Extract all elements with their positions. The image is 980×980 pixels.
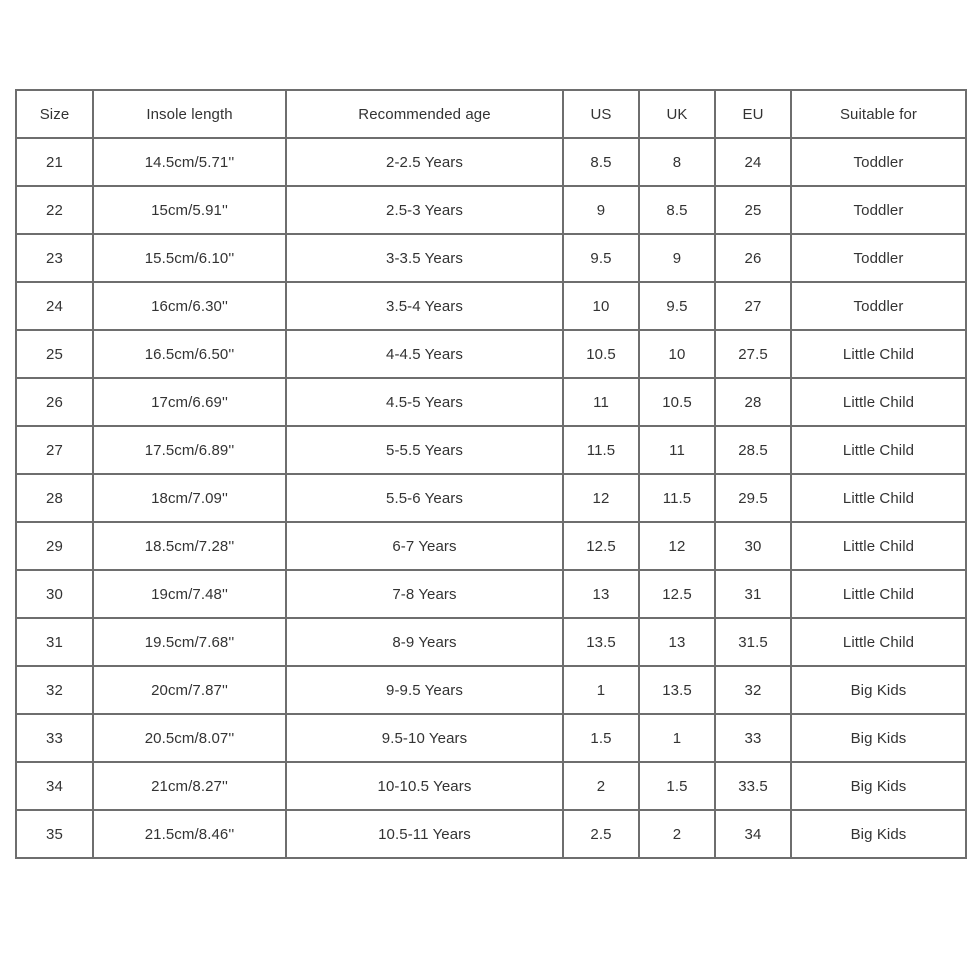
table-row [16, 666, 966, 714]
recommended-age-cell: 10-10.5 Years [286, 762, 563, 810]
table-row [16, 570, 966, 618]
table-row [16, 522, 966, 570]
table-row [16, 714, 966, 762]
suitable-for-cell: Big Kids [791, 666, 966, 714]
insole-length-cell: 18.5cm/7.28'' [93, 522, 286, 570]
us-size-cell: 11 [563, 378, 639, 426]
eu-size-cell: 34 [715, 810, 791, 858]
us-size-cell: 1 [563, 666, 639, 714]
recommended-age-cell: 7-8 Years [286, 570, 563, 618]
suitable-for-cell: Little Child [791, 378, 966, 426]
recommended-age-cell: 9-9.5 Years [286, 666, 563, 714]
us-size-cell: 2.5 [563, 810, 639, 858]
recommended-age-cell: 5.5-6 Years [286, 474, 563, 522]
insole-length-cell: 21.5cm/8.46'' [93, 810, 286, 858]
header-uk: UK [639, 90, 715, 138]
uk-size-cell: 10.5 [639, 378, 715, 426]
table-row [16, 330, 966, 378]
insole-length-cell: 19cm/7.48'' [93, 570, 286, 618]
size-cell: 27 [16, 426, 93, 474]
us-size-cell: 12.5 [563, 522, 639, 570]
us-size-cell: 8.5 [563, 138, 639, 186]
us-size-cell: 11.5 [563, 426, 639, 474]
recommended-age-cell: 3-3.5 Years [286, 234, 563, 282]
table-row [16, 234, 966, 282]
insole-length-cell: 14.5cm/5.71'' [93, 138, 286, 186]
recommended-age-cell: 6-7 Years [286, 522, 563, 570]
insole-length-cell: 19.5cm/7.68'' [93, 618, 286, 666]
us-size-cell: 13 [563, 570, 639, 618]
size-cell: 35 [16, 810, 93, 858]
size-cell: 23 [16, 234, 93, 282]
table-row [16, 810, 966, 858]
table-row [16, 378, 966, 426]
insole-length-cell: 16.5cm/6.50'' [93, 330, 286, 378]
eu-size-cell: 33.5 [715, 762, 791, 810]
uk-size-cell: 10 [639, 330, 715, 378]
recommended-age-cell: 3.5-4 Years [286, 282, 563, 330]
header-insole-length: Insole length [93, 90, 286, 138]
suitable-for-cell: Little Child [791, 522, 966, 570]
insole-length-cell: 20cm/7.87'' [93, 666, 286, 714]
recommended-age-cell: 4.5-5 Years [286, 378, 563, 426]
uk-size-cell: 13.5 [639, 666, 715, 714]
suitable-for-cell: Little Child [791, 474, 966, 522]
table-row [16, 282, 966, 330]
us-size-cell: 9 [563, 186, 639, 234]
uk-size-cell: 2 [639, 810, 715, 858]
suitable-for-cell: Little Child [791, 426, 966, 474]
recommended-age-cell: 9.5-10 Years [286, 714, 563, 762]
recommended-age-cell: 10.5-11 Years [286, 810, 563, 858]
size-cell: 25 [16, 330, 93, 378]
eu-size-cell: 24 [715, 138, 791, 186]
us-size-cell: 12 [563, 474, 639, 522]
size-cell: 24 [16, 282, 93, 330]
uk-size-cell: 12.5 [639, 570, 715, 618]
eu-size-cell: 25 [715, 186, 791, 234]
insole-length-cell: 21cm/8.27'' [93, 762, 286, 810]
us-size-cell: 2 [563, 762, 639, 810]
uk-size-cell: 8.5 [639, 186, 715, 234]
recommended-age-cell: 2.5-3 Years [286, 186, 563, 234]
uk-size-cell: 9 [639, 234, 715, 282]
eu-size-cell: 33 [715, 714, 791, 762]
header-suitable-for: Suitable for [791, 90, 966, 138]
eu-size-cell: 31 [715, 570, 791, 618]
size-cell: 31 [16, 618, 93, 666]
table-row [16, 426, 966, 474]
uk-size-cell: 11 [639, 426, 715, 474]
suitable-for-cell: Little Child [791, 618, 966, 666]
suitable-for-cell: Toddler [791, 234, 966, 282]
suitable-for-cell: Toddler [791, 138, 966, 186]
table-row [16, 186, 966, 234]
recommended-age-cell: 8-9 Years [286, 618, 563, 666]
eu-size-cell: 26 [715, 234, 791, 282]
insole-length-cell: 17.5cm/6.89'' [93, 426, 286, 474]
table-row [16, 618, 966, 666]
uk-size-cell: 1 [639, 714, 715, 762]
size-cell: 29 [16, 522, 93, 570]
suitable-for-cell: Little Child [791, 570, 966, 618]
size-cell: 28 [16, 474, 93, 522]
eu-size-cell: 31.5 [715, 618, 791, 666]
eu-size-cell: 30 [715, 522, 791, 570]
size-cell: 22 [16, 186, 93, 234]
insole-length-cell: 15.5cm/6.10'' [93, 234, 286, 282]
uk-size-cell: 11.5 [639, 474, 715, 522]
header-eu: EU [715, 90, 791, 138]
insole-length-cell: 17cm/6.69'' [93, 378, 286, 426]
eu-size-cell: 27.5 [715, 330, 791, 378]
size-cell: 32 [16, 666, 93, 714]
eu-size-cell: 28 [715, 378, 791, 426]
size-cell: 21 [16, 138, 93, 186]
suitable-for-cell: Big Kids [791, 714, 966, 762]
eu-size-cell: 27 [715, 282, 791, 330]
recommended-age-cell: 5-5.5 Years [286, 426, 563, 474]
header-us: US [563, 90, 639, 138]
size-cell: 26 [16, 378, 93, 426]
header-recommended-age: Recommended age [286, 90, 563, 138]
recommended-age-cell: 4-4.5 Years [286, 330, 563, 378]
table-body [16, 138, 966, 858]
uk-size-cell: 8 [639, 138, 715, 186]
size-chart-table [15, 89, 967, 859]
suitable-for-cell: Big Kids [791, 762, 966, 810]
suitable-for-cell: Toddler [791, 282, 966, 330]
insole-length-cell: 16cm/6.30'' [93, 282, 286, 330]
uk-size-cell: 9.5 [639, 282, 715, 330]
insole-length-cell: 15cm/5.91'' [93, 186, 286, 234]
us-size-cell: 9.5 [563, 234, 639, 282]
insole-length-cell: 18cm/7.09'' [93, 474, 286, 522]
eu-size-cell: 32 [715, 666, 791, 714]
eu-size-cell: 28.5 [715, 426, 791, 474]
insole-length-cell: 20.5cm/8.07'' [93, 714, 286, 762]
suitable-for-cell: Little Child [791, 330, 966, 378]
us-size-cell: 10.5 [563, 330, 639, 378]
header-size: Size [16, 90, 93, 138]
uk-size-cell: 1.5 [639, 762, 715, 810]
us-size-cell: 13.5 [563, 618, 639, 666]
table-header-row [16, 90, 966, 138]
size-cell: 30 [16, 570, 93, 618]
size-cell: 34 [16, 762, 93, 810]
table-row [16, 138, 966, 186]
us-size-cell: 1.5 [563, 714, 639, 762]
suitable-for-cell: Big Kids [791, 810, 966, 858]
us-size-cell: 10 [563, 282, 639, 330]
size-cell: 33 [16, 714, 93, 762]
suitable-for-cell: Toddler [791, 186, 966, 234]
uk-size-cell: 12 [639, 522, 715, 570]
uk-size-cell: 13 [639, 618, 715, 666]
eu-size-cell: 29.5 [715, 474, 791, 522]
table-row [16, 474, 966, 522]
recommended-age-cell: 2-2.5 Years [286, 138, 563, 186]
table-row [16, 762, 966, 810]
